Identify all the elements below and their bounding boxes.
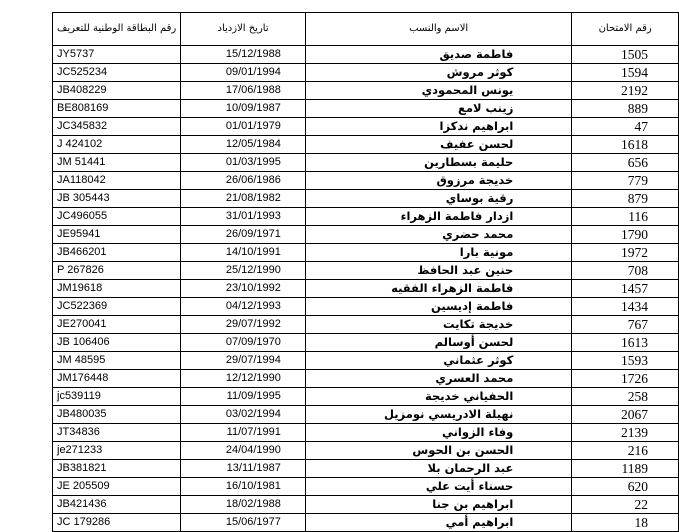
cell-full-name: كوثر مروش: [305, 64, 571, 82]
table-row: [53, 334, 679, 352]
cell-exam-number: 879: [572, 190, 679, 208]
cell-exam-number: 1594: [572, 64, 679, 82]
cell-national-id: JM 48595: [53, 352, 181, 370]
cell-full-name: فاطمة إديسين: [305, 298, 571, 316]
cell-exam-number: 1457: [572, 280, 679, 298]
cell-national-id: J 424102: [53, 136, 181, 154]
cell-full-name: محمد حضري: [305, 226, 571, 244]
cell-exam-number: 2139: [572, 424, 679, 442]
table-row: [53, 208, 679, 226]
cell-full-name: ابراهيم ندكزا: [305, 118, 571, 136]
cell-exam-number: 620: [572, 478, 679, 496]
table-row: [53, 118, 679, 136]
cell-national-id: JT34836: [53, 424, 181, 442]
cell-full-name: مونية بارا: [305, 244, 571, 262]
cell-national-id: JE270041: [53, 316, 181, 334]
cell-birth-date: 10/09/1987: [181, 100, 306, 118]
cell-birth-date: 11/09/1995: [181, 388, 306, 406]
table-row: [53, 154, 679, 172]
table-row: [53, 352, 679, 370]
cell-birth-date: 15/12/1988: [181, 46, 306, 64]
cell-birth-date: 25/12/1990: [181, 262, 306, 280]
cell-birth-date: 26/09/1971: [181, 226, 306, 244]
table-row: [53, 442, 679, 460]
cell-exam-number: 1726: [572, 370, 679, 388]
cell-full-name: نهيلة الادريسي نومزيل: [305, 406, 571, 424]
cell-birth-date: 14/10/1991: [181, 244, 306, 262]
cell-birth-date: 01/01/1979: [181, 118, 306, 136]
table-row: [53, 244, 679, 262]
cell-national-id: JB 305443: [53, 190, 181, 208]
cell-exam-number: 1434: [572, 298, 679, 316]
cell-full-name: خديجة تكايت: [305, 316, 571, 334]
cell-exam-number: 767: [572, 316, 679, 334]
cell-full-name: كوثر عثماني: [305, 352, 571, 370]
cell-full-name: يونس المحمودي: [305, 82, 571, 100]
cell-full-name: عبد الرحمان بلا: [305, 460, 571, 478]
cell-exam-number: 216: [572, 442, 679, 460]
cell-national-id: JB421436: [53, 496, 181, 514]
cell-national-id: JB381821: [53, 460, 181, 478]
cell-full-name: ابراهيم بن جنا: [305, 496, 571, 514]
cell-full-name: ابراهيم أمي: [305, 514, 571, 532]
cell-national-id: je271233: [53, 442, 181, 460]
cell-birth-date: 24/04/1990: [181, 442, 306, 460]
table-body: [53, 46, 679, 532]
table-header: [53, 13, 679, 46]
cell-birth-date: 12/12/1990: [181, 370, 306, 388]
header-birth-date: تاريخ الازدياد: [181, 13, 306, 46]
cell-full-name: حنين عبد الحافظ: [305, 262, 571, 280]
table-row: [53, 478, 679, 496]
cell-birth-date: 17/06/1988: [181, 82, 306, 100]
cell-full-name: محمد العسري: [305, 370, 571, 388]
table-row: [53, 496, 679, 514]
cell-exam-number: 18: [572, 514, 679, 532]
candidates-table: [52, 12, 679, 532]
cell-birth-date: 26/06/1986: [181, 172, 306, 190]
cell-exam-number: 258: [572, 388, 679, 406]
cell-exam-number: 116: [572, 208, 679, 226]
cell-birth-date: 29/07/1994: [181, 352, 306, 370]
table-row: [53, 514, 679, 532]
cell-national-id: JE 205509: [53, 478, 181, 496]
cell-full-name: فاطمة الزهراء الفقيه: [305, 280, 571, 298]
cell-exam-number: 1189: [572, 460, 679, 478]
table-row: [53, 298, 679, 316]
cell-birth-date: 11/07/1991: [181, 424, 306, 442]
table-row: [53, 316, 679, 334]
cell-full-name: لحسن عفيف: [305, 136, 571, 154]
cell-national-id: JY5737: [53, 46, 181, 64]
cell-exam-number: 2067: [572, 406, 679, 424]
cell-birth-date: 03/02/1994: [181, 406, 306, 424]
cell-full-name: خديجة مرزوق: [305, 172, 571, 190]
cell-full-name: فاطمة صديق: [305, 46, 571, 64]
cell-full-name: الحفياني خديجة: [305, 388, 571, 406]
cell-birth-date: 23/10/1992: [181, 280, 306, 298]
cell-full-name: رقية بوساي: [305, 190, 571, 208]
table-row: [53, 172, 679, 190]
cell-birth-date: 04/12/1993: [181, 298, 306, 316]
results-sheet: [52, 12, 679, 532]
cell-full-name: لحسن أوسالم: [305, 334, 571, 352]
table-row: [53, 370, 679, 388]
cell-birth-date: 12/05/1984: [181, 136, 306, 154]
cell-full-name: وفاء الزواني: [305, 424, 571, 442]
cell-exam-number: 1972: [572, 244, 679, 262]
header-national-id: رقم البطاقة الوطنية للتعريف: [53, 13, 181, 46]
cell-full-name: الحسن بن الحوس: [305, 442, 571, 460]
cell-national-id: BE808169: [53, 100, 181, 118]
cell-national-id: JM 51441: [53, 154, 181, 172]
cell-exam-number: 1790: [572, 226, 679, 244]
cell-national-id: JB 106406: [53, 334, 181, 352]
table-row: [53, 406, 679, 424]
cell-exam-number: 22: [572, 496, 679, 514]
cell-national-id: JM19618: [53, 280, 181, 298]
cell-birth-date: 31/01/1993: [181, 208, 306, 226]
cell-exam-number: 779: [572, 172, 679, 190]
cell-national-id: P 267826: [53, 262, 181, 280]
cell-birth-date: 18/02/1988: [181, 496, 306, 514]
cell-national-id: JC496055: [53, 208, 181, 226]
cell-full-name: ازدار فاطمة الزهراء: [305, 208, 571, 226]
cell-national-id: JC522369: [53, 298, 181, 316]
cell-birth-date: 01/03/1995: [181, 154, 306, 172]
table-row: [53, 100, 679, 118]
cell-exam-number: 1593: [572, 352, 679, 370]
cell-exam-number: 656: [572, 154, 679, 172]
table-row: [53, 190, 679, 208]
table-row: [53, 460, 679, 478]
table-row: [53, 388, 679, 406]
cell-national-id: JC 179286: [53, 514, 181, 532]
table-row: [53, 262, 679, 280]
cell-national-id: JB466201: [53, 244, 181, 262]
cell-full-name: حسناء أيت علي: [305, 478, 571, 496]
cell-national-id: JB408229: [53, 82, 181, 100]
cell-birth-date: 15/06/1977: [181, 514, 306, 532]
cell-birth-date: 29/07/1992: [181, 316, 306, 334]
cell-national-id: JC525234: [53, 64, 181, 82]
cell-national-id: JC345832: [53, 118, 181, 136]
cell-national-id: JA118042: [53, 172, 181, 190]
cell-full-name: حليمة بسطارين: [305, 154, 571, 172]
cell-birth-date: 07/09/1970: [181, 334, 306, 352]
cell-exam-number: 47: [572, 118, 679, 136]
cell-exam-number: 2192: [572, 82, 679, 100]
cell-full-name: زينب لامع: [305, 100, 571, 118]
table-row: [53, 82, 679, 100]
header-full-name: الاسم والنسب: [305, 13, 571, 46]
cell-birth-date: 16/10/1981: [181, 478, 306, 496]
cell-exam-number: 1618: [572, 136, 679, 154]
cell-exam-number: 1613: [572, 334, 679, 352]
cell-birth-date: 13/11/1987: [181, 460, 306, 478]
table-row: [53, 46, 679, 64]
cell-exam-number: 708: [572, 262, 679, 280]
cell-exam-number: 1505: [572, 46, 679, 64]
table-row: [53, 424, 679, 442]
table-row: [53, 64, 679, 82]
cell-national-id: JM176448: [53, 370, 181, 388]
cell-birth-date: 21/08/1982: [181, 190, 306, 208]
cell-national-id: JE95941: [53, 226, 181, 244]
cell-birth-date: 09/01/1994: [181, 64, 306, 82]
cell-national-id: jc539119: [53, 388, 181, 406]
header-exam-number: رقم الامتحان: [572, 13, 679, 46]
table-row: [53, 136, 679, 154]
cell-exam-number: 889: [572, 100, 679, 118]
table-row: [53, 226, 679, 244]
table-row: [53, 280, 679, 298]
header-row: [53, 13, 679, 46]
cell-national-id: JB480035: [53, 406, 181, 424]
